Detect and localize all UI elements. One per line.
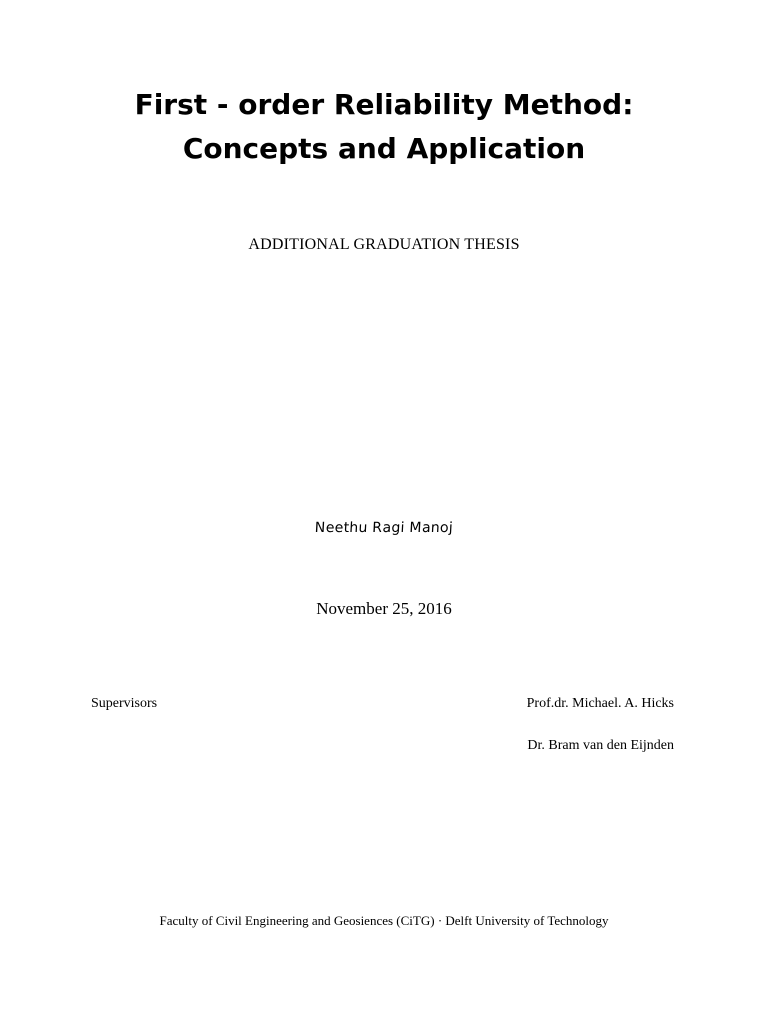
title-line-1: First - order Reliability Method: [134, 88, 634, 121]
supervisor-name: Prof.dr. Michael. A. Hicks [526, 696, 674, 711]
thesis-type: ADDITIONAL GRADUATION THESIS [248, 236, 520, 253]
thesis-date: November 25, 2016 [316, 599, 452, 618]
author-name: Neethu Ragi Manoj [313, 520, 455, 536]
title-line-2: Concepts and Application [182, 132, 586, 165]
faculty-footer: Faculty of Civil Engineering and Geosiences (CiTG) · Delft University of Technology [159, 913, 609, 928]
supervisors-label: Supervisors [91, 696, 158, 711]
supervisor-name: Dr. Bram van den Eijnden [527, 738, 674, 753]
